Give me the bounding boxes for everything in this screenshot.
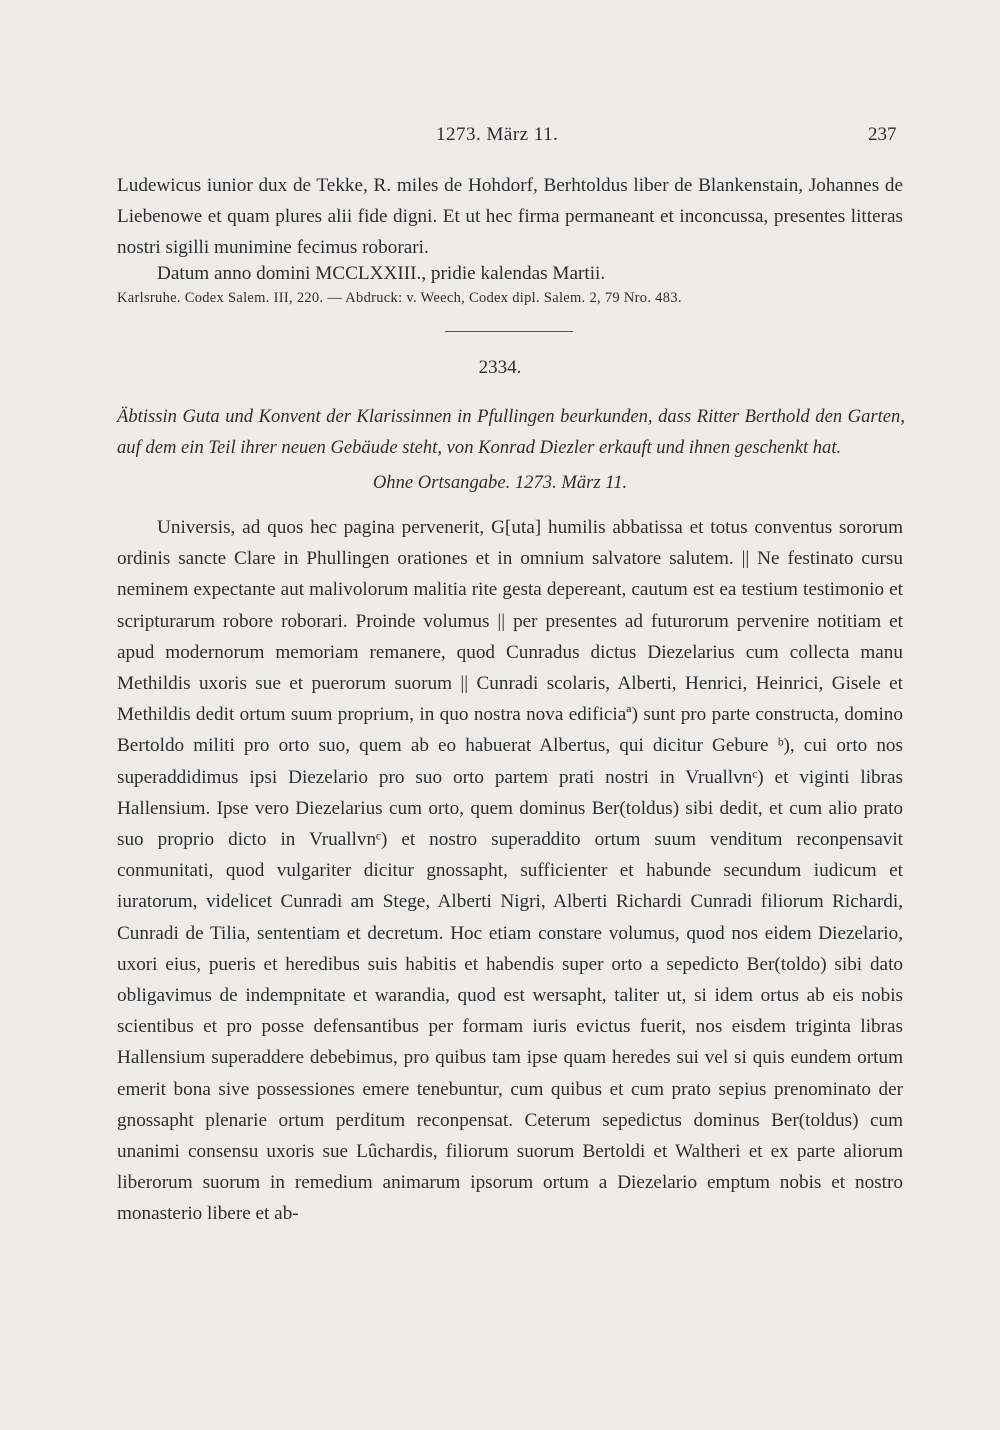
page-header [0, 124, 1000, 154]
source-reference: Karlsruhe. Codex Salem. III, 220. — Abdruck: v. Weech, Codex dipl. Salem. 2, 79 Nro. 483. [117, 290, 682, 306]
document-number: 2334. [478, 357, 522, 378]
place-date-line: Ohne Ortsangabe. 1273. März 11. [372, 472, 628, 493]
section-divider [445, 331, 573, 332]
intro-paragraph: Ludewicus iunior dux de Tekke, R. miles de Hohdorf, Berhtoldus liber de Blankenstain, Johannes de Liebenowe et quam plures alii fide digni. Et ut hec firma permaneant et inconcussa, presentes litteras nostri sigilli munimine fecimus roborari. [117, 175, 903, 259]
document-summary: Äbtissin Guta und Konvent der Klarissinnen in Pfullingen beurkunden, dass Ritter Berthold den Garten, auf dem ein Teil ihrer neuen Gebäude steht, von Konrad Diezler erkauft und ihnen geschenkt hat. [117, 406, 905, 458]
page-number: 237 [868, 124, 897, 145]
datum-line: Datum anno domini MCCLXXIII., pridie kalendas Martii. [157, 263, 606, 284]
document-body: Universis, ad quos hec pagina pervenerit, G[uta] humilis abbatissa et totus conventus sororum ordinis sancte Clare in Phullingen orationes et in omnium salvatore salutem. || Ne festinato cursu neminem expectante aut malivolorum malitia rite gesta depereant, cautum est ea testium testimonio et scripturarum robore roborari. Proinde volumus || per presentes ad futurorum pervenire notitiam et apud modernorum memoriam remanere, quod Cunradus dictus Diezelarius cum collecta manu Methildis uxoris sue et puerorum suorum || Cunradi scolaris, Alberti, Henrici, Heinrici, Gisele et Methildis dedit ortum suum proprium, in quo nostra nova edificiaª) sunt pro parte constructa, domino Bertoldo militi pro orto suo, quem ab eo habuerat Albertus, qui dicitur Gebure ᵇ), cui orto nos superaddidimus ipsi Diezelario pro suo orto partem prati nostri in Vruallvnᶜ) et viginti libras Hallensium. Ipse vero Diezelarius cum orto, quem dominus Ber(toldus) sibi dedit, et cum alio prato suo proprio dicto in Vruallvnᶜ) et nostro superaddito ortum suum venditum reconpensavit conmunitati, quod vulgariter dicitur gnossapht, sufficienter et habunde secundum iudicum et iuratorum, videlicet Cunradi am Stege, Alberti Nigri, Alberti Richardi Cunradi filiorum Richardi, Cunradi de Tilia, sententiam et decretum. Hoc etiam constare volumus, quod nos eidem Diezelario, uxori eius, pueris et heredibus suis habitis et habendis super orto a sepedicto Ber(toldo) sibi dato obligavimus de indempnitate et warandia, quod est wersapht, taliter ut, si idem ortus ab eis nobis scientibus et pro posse defensantibus per formam iuris evictus fuerit, nos eisdem triginta libras Hallensium superaddere debebimus, pro quibus tam ipse quam heredes sui vel si quis eundem ortum emerit bona sive possessiones emere tenebuntur, cum quibus et cum prato sepius prenominato der gnossapht plenarie ortum perditum reconpensat. Ceterum sepedictus dominus Ber(toldus) cum unanimi consensu uxoris sue Lûchardis, filiorum suorum Bertoldi et Waltheri et ex parte aliorum liberorum suorum in remedium animarum ipsorum ortum a Diezelario emptum nobis et nostro monasterio libere et ab- [117, 517, 903, 1225]
running-title: 1273. März 11. [436, 124, 559, 145]
